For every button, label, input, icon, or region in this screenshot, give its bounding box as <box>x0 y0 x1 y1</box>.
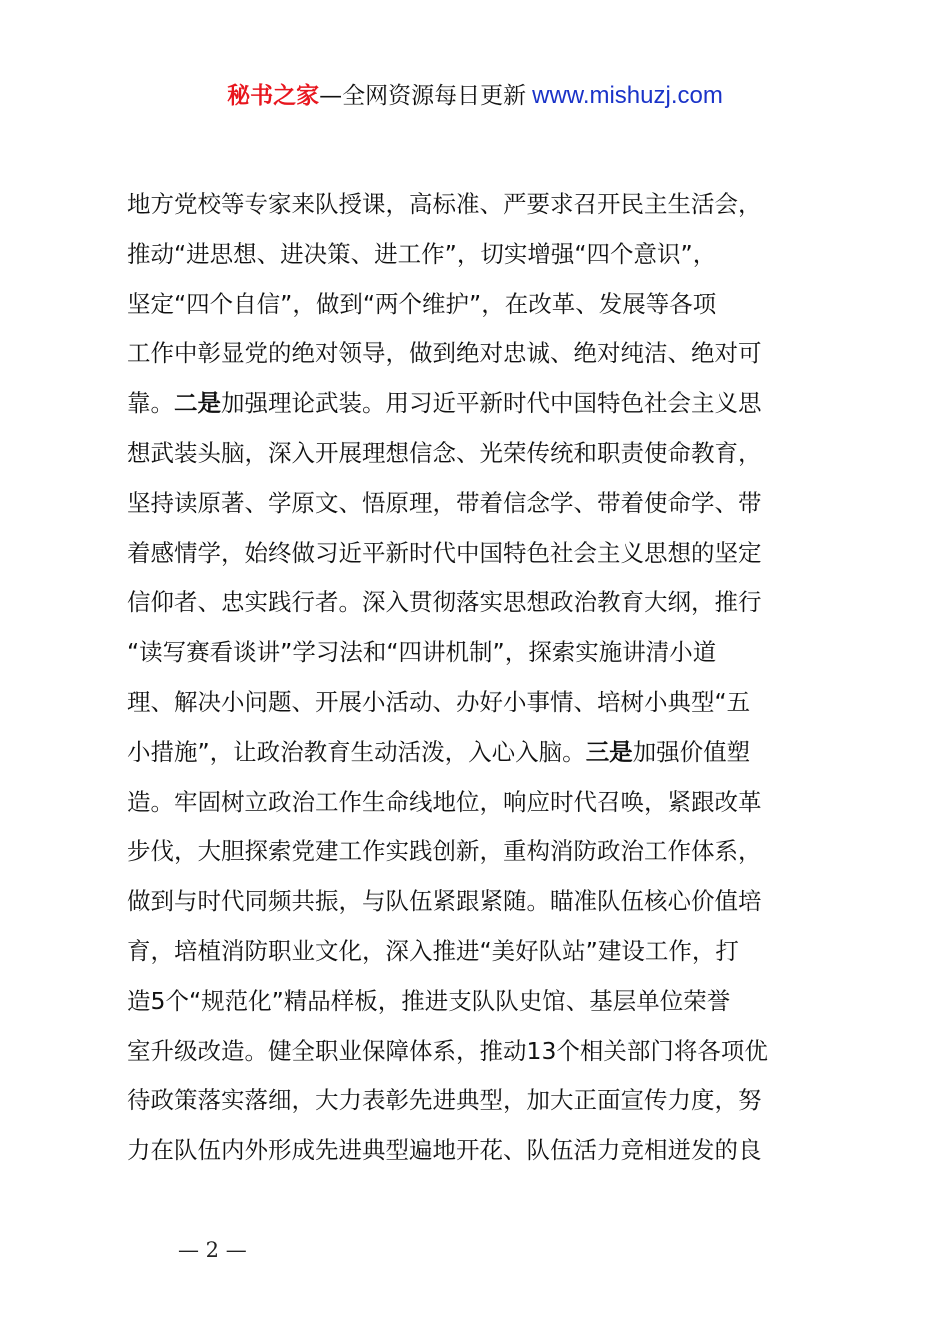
text-line <box>127 977 833 1027</box>
body-text-segment: 地方党校等专家来队授课，高标准、严要求召开民主生活会， <box>127 190 762 218</box>
body-text-segment: 步伐，大胆探索党建工作实践创新，重构消防政治工作体系， <box>127 837 762 866</box>
text-line <box>127 678 833 728</box>
text-line <box>127 280 833 330</box>
body-text-segment: 工作中彰显党的绝对领导，做到绝对忠诚、绝对纯洁、绝对可 <box>127 339 762 368</box>
text-line <box>127 1126 833 1176</box>
text-line <box>127 628 833 678</box>
body-text-segment: 坚持读原著、学原文、悟原理，带着信念学、带着使命学、带 <box>127 488 762 517</box>
body-text-segment: 坚定“四个自信”，做到“两个维护”，在改革、发展等各项 <box>127 289 717 318</box>
header-tagline: —全网资源每日更新 <box>319 83 527 109</box>
emphasis-text: 三是 <box>585 737 633 766</box>
text-line <box>127 1027 833 1077</box>
text-line <box>127 778 833 828</box>
text-line <box>127 230 833 280</box>
text-line <box>127 578 833 628</box>
emphasis-text: 二是 <box>174 389 221 418</box>
body-text-segment: 想武装头脑，深入开展理想信念、光荣传统和职责使命教育， <box>127 438 762 467</box>
page-number: — 2 — <box>178 1238 247 1262</box>
body-text-segment: 推动“进思想、进决策、进工作”，切实增强“四个意识”， <box>127 239 717 268</box>
text-line <box>127 180 833 230</box>
text-line <box>127 479 833 529</box>
body-text-segment: 着感情学，始终做习近平新时代中国特色社会主义思想的坚定 <box>127 538 762 567</box>
text-line <box>127 927 833 977</box>
text-line <box>127 379 833 429</box>
body-text-segment: 造5个“规范化”精品样板，推进支队队史馆、基层单位荣誉 <box>127 986 731 1015</box>
page-header <box>0 80 950 112</box>
text-line <box>127 1076 833 1126</box>
text-line <box>127 529 833 579</box>
body-text-segment: 待政策落实落细，大力表彰先进典型，加大正面宣传力度，努 <box>127 1086 762 1115</box>
body-text-segment: 育，培植消防职业文化，深入推进“美好队站”建设工作，打 <box>127 936 739 965</box>
body-text-segment: 室升级改造。健全职业保障体系，推动13个相关部门将各项优 <box>127 1036 768 1065</box>
brand-name: 秘书之家 <box>227 83 320 109</box>
text-line <box>127 429 833 479</box>
text-line <box>127 329 833 379</box>
body-text-segment: 理、解决小问题、开展小活动、办好小事情、培树小典型“五 <box>127 687 751 716</box>
body-text-segment: 造。牢固树立政治工作生命线地位，响应时代召唤，紧跟改革 <box>127 787 762 816</box>
text-line <box>127 728 833 778</box>
document-body <box>127 180 833 1176</box>
body-text-segment: 信仰者、忠实践行者。深入贯彻落实思想政治教育大纲，推行 <box>127 588 762 617</box>
body-text-segment: 靠。 <box>127 389 174 418</box>
site-url-link[interactable]: www.mishuzj.com <box>532 82 723 109</box>
body-text-segment: 加强价值塑 <box>632 737 751 766</box>
text-line <box>127 827 833 877</box>
text-line <box>127 877 833 927</box>
body-text-segment: 做到与时代同频共振，与队伍紧跟紧随。瞄准队伍核心价值培 <box>127 887 762 916</box>
body-text-segment: 力在队伍内外形成先进典型遍地开花、队伍活力竞相迸发的良 <box>127 1136 762 1165</box>
body-text-segment: “读写赛看谈讲”学习法和“四讲机制”，探索实施讲清小道 <box>127 638 717 667</box>
body-text-segment: 加强理论武装。用习近平新时代中国特色社会主义思 <box>221 389 762 418</box>
body-text-segment: 小措施”，让政治教育生动活泼，入心入脑。 <box>127 737 586 766</box>
